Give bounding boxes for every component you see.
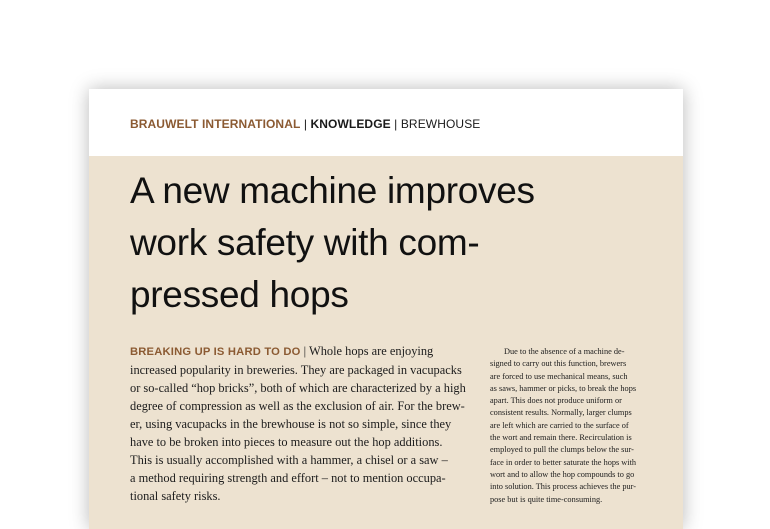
body-line: increased popularity in breweries. They are packaged in vacupacks (130, 363, 462, 377)
body-column-right (490, 346, 662, 506)
body-line: as saws, hammer or picks, to break the hops (490, 383, 637, 393)
body-line: are forced to use mechanical means, such (490, 371, 628, 381)
title-line: pressed hops (130, 274, 349, 315)
body-line: Due to the absence of a machine de- (504, 347, 625, 356)
kicker-separator: | (300, 344, 310, 358)
body-line: signed to carry out this function, brewers (490, 359, 627, 369)
title-line: work safety with com- (130, 222, 480, 263)
breadcrumb-section: KNOWLEDGE (310, 117, 391, 131)
body-line: the wort and remain there. Recirculation is (490, 433, 632, 443)
document-page (89, 89, 683, 529)
body-line: er, using vacupacks in the brewhouse is not so simple, since they (130, 417, 452, 431)
breadcrumb (130, 117, 480, 131)
body-line: degree of compression as well as the exclusion of air. For the brew- (130, 399, 465, 413)
body-text: Whole hops are enjoying (309, 344, 434, 358)
breadcrumb-separator: | (390, 117, 401, 131)
body-line: a method requiring strength and effort – not to mention occupa- (130, 471, 446, 485)
body-line: into solution. This process achieves the pur- (490, 482, 637, 492)
body-column-left (130, 342, 482, 505)
article-title (130, 165, 670, 321)
title-line: A new machine improves (130, 170, 535, 211)
body-line: consistent results. Normally, larger clumps (490, 408, 632, 418)
body-line: pose but is quite time-consuming. (490, 494, 603, 504)
body-line: are left which are carried to the surface of (490, 420, 629, 430)
page-header (89, 89, 683, 156)
breadcrumb-brand: BRAUWELT INTERNATIONAL (130, 117, 301, 131)
body-line: apart. This does not produce uniform or (490, 396, 622, 406)
body-line: or so-called “hop bricks”, both of which are characterized by a high (130, 381, 466, 395)
body-line: tional safety risks. (130, 489, 221, 503)
section-kicker: BREAKING UP IS HARD TO DO (130, 346, 301, 358)
body-line: This is usually accomplished with a hammer, a chisel or a saw – (130, 453, 448, 467)
body-line: employed to pull the clumps below the sur- (490, 445, 634, 455)
body-line (130, 342, 482, 361)
breadcrumb-separator: | (300, 117, 311, 131)
body-line: face in order to better saturate the hops with (490, 457, 637, 467)
body-line: wort and to allow the hop compounds to go (490, 469, 635, 479)
body-line: have to be broken into pieces to measure out the hop additions. (130, 435, 443, 449)
breadcrumb-subsection: BREWHOUSE (400, 117, 481, 131)
